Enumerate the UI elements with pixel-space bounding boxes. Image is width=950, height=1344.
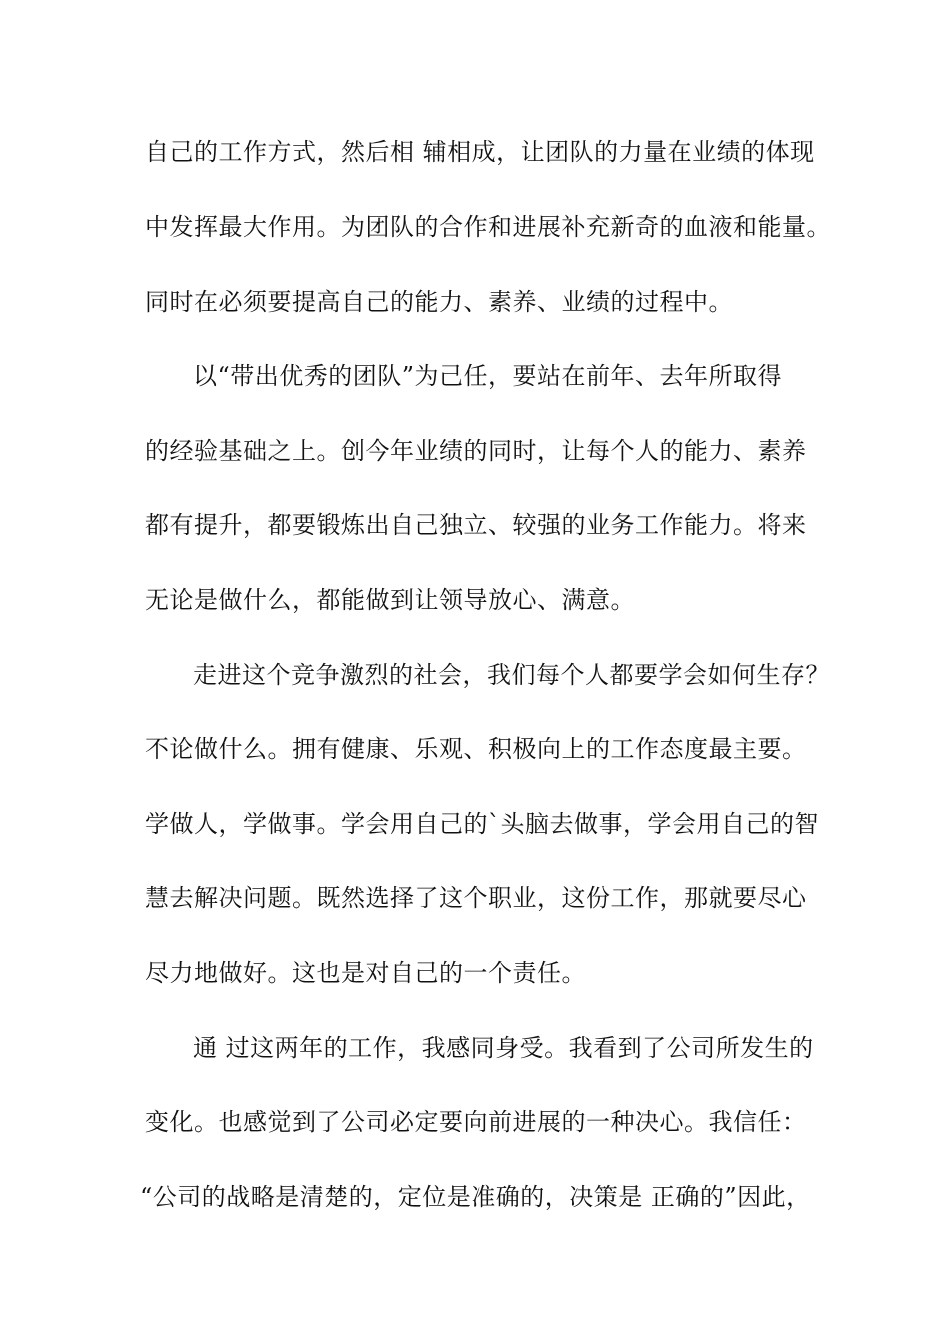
text-line-6: 都有提升，都要锻炼出自己独立、较强的业务工作能力。将来	[145, 511, 807, 539]
text-line-13: 通 过这两年的工作，我感同身受。我看到了公司所发生的	[193, 1034, 814, 1062]
text-line-4: 以“带出优秀的团队”为己任，要站在前年、去年所取得	[193, 362, 783, 390]
text-line-15: “公司的战略是清楚的，定位是准确的，决策是 正确的”因此，	[140, 1183, 811, 1211]
text-line-14: 变化。也感觉到了公司必定要向前进展的一种决心。我信任：	[145, 1108, 807, 1136]
text-line-9: 不论做什么。拥有健康、乐观、积极向上的工作态度最主要。	[145, 735, 807, 763]
text-line-2: 中发挥最大作用。为团队的合作和进展补充新奇的血液和能量。	[145, 213, 831, 241]
text-line-3: 同时在必须要提高自己的能力、素养、业绩的过程中。	[145, 288, 733, 316]
text-line-7: 无论是做什么，都能做到让领导放心、满意。	[145, 586, 635, 614]
text-line-1: 自己的工作方式，然后相 辅相成，让团队的力量在业绩的体现	[145, 138, 815, 166]
text-line-11: 慧去解决问题。既然选择了这个职业，这份工作，那就要尽心	[145, 884, 807, 912]
text-line-10: 学做人，学做事。学会用自己的`头脑去做事，学会用自己的智	[145, 810, 819, 838]
text-line-8: 走进这个竞争激烈的社会，我们每个人都要学会如何生存？	[193, 661, 830, 689]
text-line-5: 的经验基础之上。创今年业绩的同时，让每个人的能力、素养	[145, 437, 807, 465]
text-line-12: 尽力地做好。这也是对自己的一个责任。	[145, 959, 586, 987]
